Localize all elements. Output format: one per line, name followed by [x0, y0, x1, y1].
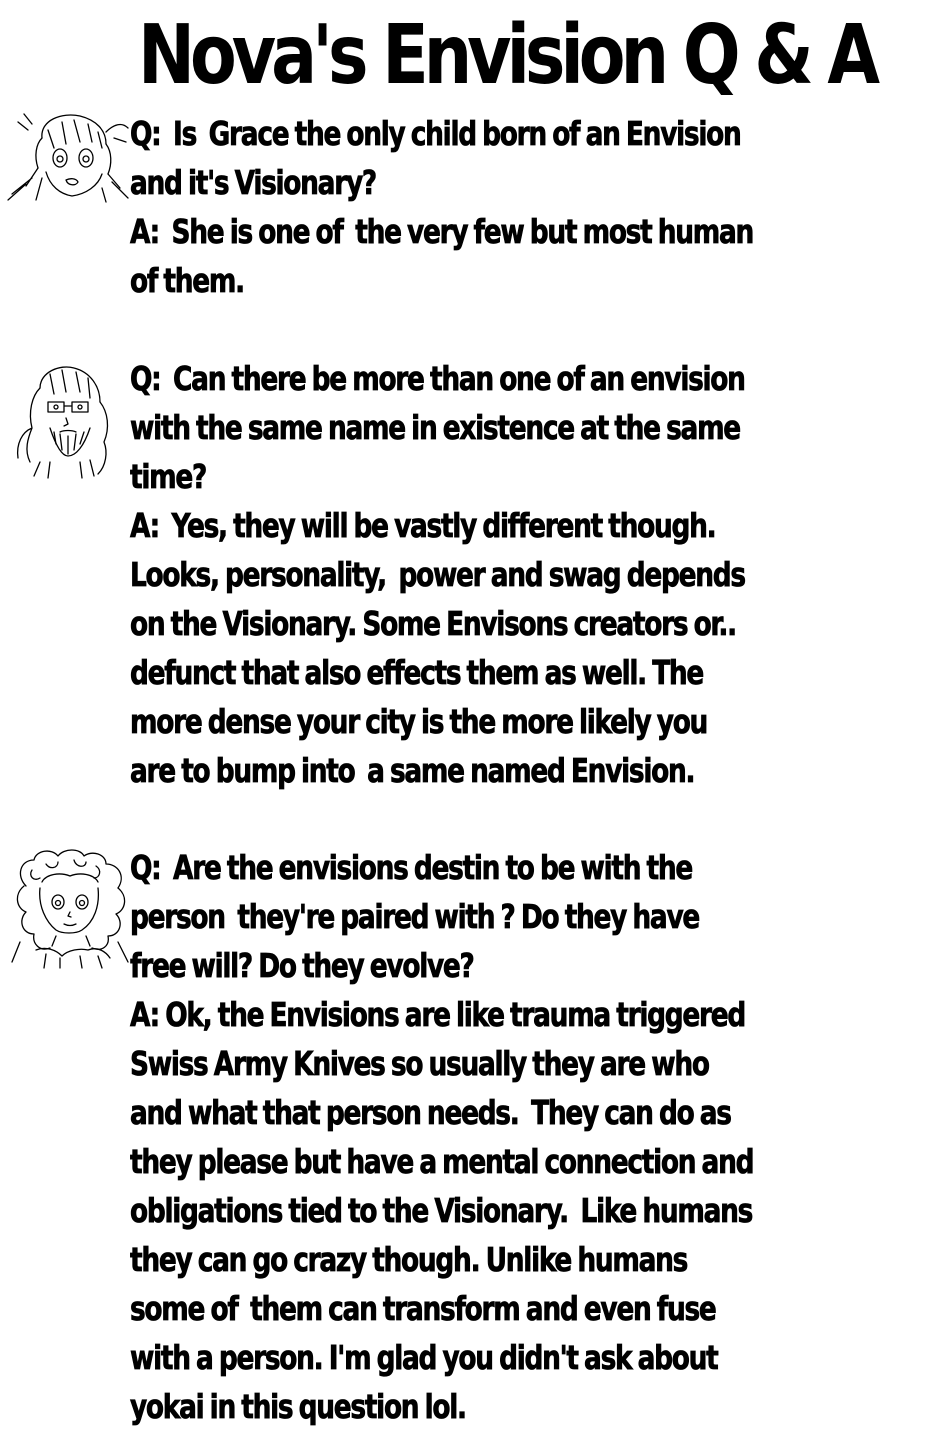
qa-3-question-line: Q: Are the envisions destin to be with the: [130, 848, 693, 887]
qa-1-question-line: and it's Visionary?: [130, 163, 376, 202]
qa-3-answer-line: some of them can transform and even fuse: [130, 1289, 716, 1328]
qa-2-answer-line: are to bump into a same named Envision.: [130, 751, 695, 790]
qa-2-answer-line: defunct that also effects them as well. The: [130, 653, 704, 692]
qa-3-question-line: person they're paired with ? Do they have: [130, 897, 700, 936]
qa-2-question-line: time?: [130, 457, 206, 496]
qa-2-question-line: Q: Can there be more than one of an envision: [130, 359, 745, 398]
qa-1-answer-line: A: She is one of the very few but most human: [130, 212, 754, 251]
qa-1-question-line: Q: Is Grace the only child born of an Envision: [130, 114, 741, 153]
qa-3-answer-line: yokai in this question lol.: [130, 1387, 466, 1426]
qa-2-answer-line: Looks, personality, power and swag depends: [130, 555, 745, 594]
qa-2-answer-line: A: Yes, they will be vastly different though.: [130, 506, 716, 545]
qa-3-answer-line: Swiss Army Knives so usually they are who: [130, 1044, 709, 1083]
qa-1-answer-line: of them.: [130, 261, 244, 300]
girl-portrait-icon: [2, 108, 132, 204]
qa-3-answer-line: and what that person needs. They can do as: [130, 1093, 731, 1132]
qa-3-answer-line: with a person. I'm glad you didn't ask about: [130, 1338, 718, 1377]
qa-2-answer-line: on the Visionary. Some Envisons creators or..: [130, 604, 736, 643]
qa-3-answer-line: obligations tied to the Visionary. Like humans: [130, 1191, 753, 1230]
qa-3-question-line: free will? Do they evolve?: [130, 946, 474, 985]
qa-2-question-line: with the same name in existence at the same: [130, 408, 740, 447]
glasses-character-portrait-icon: [10, 362, 112, 480]
qa-3-answer-line: they can go crazy though. Unlike humans: [130, 1240, 688, 1279]
qa-3-answer-line: A: Ok, the Envisions are like trauma triggered: [130, 995, 745, 1034]
qa-2-answer-line: more dense your city is the more likely you: [130, 702, 708, 741]
page-title: Nova's Envision Q & A: [138, 8, 876, 103]
curly-hair-girl-portrait-icon: [6, 846, 134, 970]
qa-3-answer-line: they please but have a mental connection and: [130, 1142, 754, 1181]
